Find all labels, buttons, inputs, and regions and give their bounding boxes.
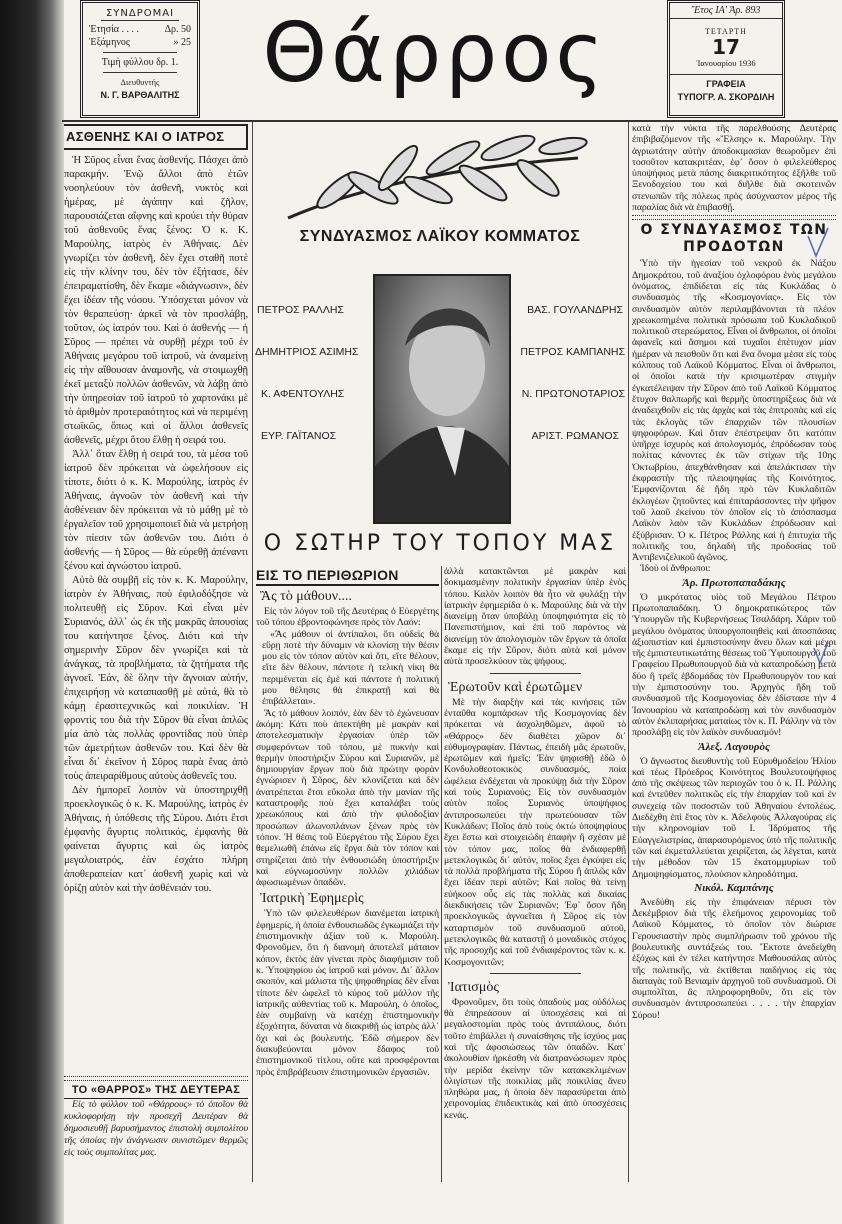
article-paragraph: Ἀλλ᾽ ὅταν ἔλθῃ ἡ σειρά του, τὰ μέσα τοῦ ἰατροῦ δὲν πρόκειται νὰ ὠφελήσουν εἰς τίποτε, διότι ὁ κ. Κ. Μαρούλης, ἰατρὸς ἐν Ἀθήναις, ἀγνοῶν τὸν ἀσθενῆ καὶ τὴν ἀσθένειαν δὲν πρόκειται νὰ τὸ μάθῃ μὲ τὸ ἐργαλεῖον τοῦ χρησιμοποιεῖ διὰ νὰ μετρήσῃ τὸν πίεσιν τῶν ἀσθενῶν του. Διότι ὁ ἀσθενής — ἡ Σῦρος — θὰ εὑρεθῇ ἀπέναντι ξένου καὶ ἀγνώστου ἰατροῦ.	[64, 449, 248, 572]
pen-checkmark-icon	[812, 640, 830, 666]
issue-year-number: Ἔτος ΙΑ' Ἀρ. 893	[670, 3, 782, 19]
article-paragraph: Ἰδοὺ οἱ ἄνθρωποι:	[640, 563, 711, 575]
article-paragraph: Ὑπὸ τῶν φιλελευθέρων διανέμεται ἰατρικὴ ἐφημερίς, ἡ ὁποία ἐνθουσιωδῶς ἐγκωμιάζει τὴν ἐπιστημονικὴν ἀξίαν τοῦ κ. Μαρούλη. Φρονοῦμεν, ὅτι ἡ διανομὴ ἀποτελεῖ μάταιον κόπον, ἐκτὸς ἐὰν γίνεται πρὸς διαφήμισιν τοῦ κ. Ὑποψηφίου ὡς ἰατροῦ καὶ μόνον. Δι᾽ ἄλλον σκοπόν, καὶ μάλιστα τῆς ψηφοθηρίας δὲν εἶναι τίποτε δὲν ὠφελεῖ τὸ κύρος τοῦ μάλλον τῆς ἰατρικῆς αὐθεντίας τοῦ κ. Μαρούλη, ὁ ὁποῖος, ἐὰν συμβαίνῃ νὰ κατέχῃ ἐπιστημονικὴν ἐξοχότητα, δύναται νὰ διακριθῇ ὡς ἰατρὸς ἀλλ᾽ ὄχι καὶ ὡς βουλευτής. Ἐδῶ σήμερον δὲν διακυβεύονται μόνον ἔδαφος τοῦ ἐπιστημονικοῦ τίτλου, οὔτε καὶ προσφέρονται πρὸς ἐπιβράβευσιν ἐπιστημονικῶν ἐργασιῶν.	[256, 908, 439, 1078]
quote-paragraph: «Ἂς μάθουν οἱ ἀντίπαλοι, ὅτι οὐδεὶς θὰ εὕρῃ ποτὲ τὴν δύναμιν νὰ κλονίσῃ τὴν θέσιν μου εἰς τὸν τόπον αὐτὸν καὶ ὅτι, εἴτε θέλουν, εἴτε δὲν θέλουν, πάντοτε ἡ τελικὴ νίκη θὰ περιμένεται εἰς ἐμὲ καὶ πάντοτε ἡ πολιτική μου θέλησις θὰ ἐπικρατῇ καὶ θὰ ἐπιβάλλεται».	[262, 628, 439, 708]
column-divider	[441, 566, 442, 1182]
row-label: Ἐτησία . . . .	[89, 24, 140, 35]
candidate-name: ΔΗΜΗΤΡΙΟΣ ΑΣΙΜΗΣ	[255, 346, 359, 358]
left-article	[64, 124, 248, 1159]
article-paragraph: Ὑπὸ τὴν ἡγεσίαν τοῦ νεκροῦ ἐκ Νάξου Δημοκράτου, τοῦ ἀναξίου ὀχλοφόρου ἑνὸς μεγάλου ὀνόματος, ἐπιδίδεται εἰς τὰς Κυκλάδας ὁ συνδυασμὸς τῆς «Κοσμογονίας». Εἰς τὸν συνδυασμὸν αὐτὸν περιλαμβάνονται τὰ πλέον χρεωκοπημένα πολιτικὰ πρόσωπα τοῦ Κυκλαδικοῦ πολιτικοῦ στερεώματος. Εἶναι οἱ ἄνθρωποι, οἱ ὁποῖοι ἀφανεῖς καὶ ἄσημοι καὶ τυχαῖοι ἐπέτυχον μίαν ἡμέραν νὰ πεισθοῦν ὅτι καὶ ἕνα ὄνομα μέσα εἰς τοὺς κόλπους τοῦ Λαϊκοῦ Κόμματος. Εἶναι οἱ ἄνθρωποι, οἱ ὁποῖοι κατὰ τὴν κρισιμωτέραν στιγμὴν ἐγκατέλειψαν τὴν Σῦρον ἀπὸ τοῦ Λαϊκοῦ Κόμματος ἔτυχον θαλπωρῆς καὶ θερμῆς ὑποστηρίξεως διὰ νὰ ἀναδειχθοῦν εἰς τὰς ἀρχὰς καὶ τὰς ἐπιτροπὰς καὶ εἰς τὰς ἐκλογὰς τῶν ἐπαρχιῶν τῶν πλουσίων ψηφοφόρων. Καὶ ὅταν ἐπέστρεψαν ὅτι κατόπιν ὑπῆρχε ἰσχυρὸς καὶ ἀπολογισμός, ἐπρόδωσαν τοὺς πολίτας κάνοντες ἐκ τῶν στίχων τῆς 10ης Ὀκτωβρίου, ἀπεχθάνθησαν καὶ ἀπελάκτισαν τὴν ἐκφραστὴν τῆς πλειοψηφίας τῆς Κοινότητος. Ἐμφανίζονται δὲ ἤδη πρὸ τῶν Κυκλαδιτῶν ἐκλογέων ζητοῦντες καὶ ἐπιταράσσοντες τὴν ψῆφον τοῦ λαοῦ ἐκείνου τὸν ὁποῖον εἰς τὸ ἀπόσπασμα Λαϊκὸν λαὸν τῶν Κυκλάδων ἐπρόδωσαν καὶ ἐξύβρισαν. Ὁ κ. Πέτρος Ράλλης καὶ ἡ ἐπιτυχία τῆς πολιτικῆς του, δηλαδὴ τῆς προδοσίας τοῦ Ἀντιβενιζελικοῦ ἀγῶνος.	[632, 258, 836, 564]
issue-day: 17	[712, 35, 740, 59]
profile-name: Νικόλ. Καμπάνης	[694, 881, 774, 894]
article-paragraph: Εἰς τὸν λόγον τοῦ τῆς Δευτέρας ὁ Εὐεργέτης τοῦ τόπου ἐβροντοφώνησε πρὸς τὸν Λαόν:	[256, 606, 439, 629]
candidate-name: ΕΥΡ. ΓΑΪΤΑΝΟΣ	[261, 430, 337, 442]
profile-name: Ἀρ. Πρωτοπαπαδάκης	[682, 576, 786, 589]
article-title: Ἂς τὸ μάθουν....	[260, 589, 353, 604]
subscription-box	[80, 0, 200, 118]
profile-name: Ἀλεξ. Λαγουρὸς	[698, 740, 770, 753]
article-title: Ἰατρικὴ Ἐφημερὶς	[260, 891, 364, 907]
candidate-portrait	[373, 274, 511, 524]
candidate-name: Κ. ΑΦΕΝΤΟΥΛΗΣ	[261, 388, 345, 400]
article-paragraph: κατὰ τὴν νύκτα τῆς παρελθούσης Δευτέρας ἐπιβιβαζόμενον τῆς «Ἔλσης» κ. Μαρούλην. Τὴν ἀγριωτάτην αὐτὴν ἀποδοκιμασίαν θεωροῦμεν ἐπὶ τοσοῦτον κατακριτέαν, ἐφ᾽ ὅσον ὁ φιλελεύθερος ὑποψήφιος μετὰ πάσης διακριτικότητος ἐξῆλθε τοῦ Ξενοδοχείου του καὶ διῆλθε διὰ σκοτεινῶν στενωπῶν τῆς πόλεως πρὸς ἀσύχναστον μέρος τῆς παραλίας διὰ νὰ ἐπιβασθῇ.	[632, 123, 836, 214]
director-label: Διευθυντής	[120, 77, 160, 87]
candidate-name: ΒΑΣ. ΓΟΥΛΑΝΔΡΗΣ	[527, 304, 623, 316]
profile-text: Ὁ μικρότατος υἱὸς τοῦ Μεγάλου Πέτρου Πρωτοπαπαδάκη. Ὁ δημοκρατικώτερος τῶν Ὑπουργῶν τῆς Κυβερνήσεως Τσαλδάρη. Χάριν τοῦ μεγάλου ὀνόματος ὑπουργοποιηθεὶς καὶ ἀποσπάσας ἀξιοπιστίαν καὶ ἐμπιστοσύνην ἄνευ ὅλων καὶ μέχρι τῆς ἐμπιστευτικωτάτης θέσεως τοῦ Ὑφυπουργοῦ τοῦ Γραφείου Πρωθυπουργοῦ διὰ νὰ καταπροδώσῃ μετὰ δύο ἢ τρεῖς ἑβδομάδας τὸν Πρωθυπουργὸν του καὶ τὴν ἐμπιστοσύνην του. Ἀρχηγὸς ἤδη τοῦ συνδυασμοῦ τῆς Κοσμογονίας δὲν ἐδίστασε τὴν 4 Ἰανουαρίου νὰ καταπροδώσῃ καὶ τὸν συνδυασμὸν αὐτὸν ἐκλιπαρήσας ματαίως τὸν κ. Π. Ράλλην νὰ τὸν προσλάβῃ εἰς τὸν λαϊκὸν συνδυασμόν!	[632, 591, 836, 739]
article-paragraph: Ἂς τὸ μάθουν λοιπόν, ἐὰν δὲν τὸ ἐχώνευσαν ἀκόμη: Κάτι ποὺ ἀπεκτήθη μὲ μακρὰν καὶ ἀποτελεσματικὴν ἐργασίαν ὑπὲρ τῶν συμφερόντων τοῦ τόπου, μὲ πυκνὴν καὶ θερμὴν ὑποστήριξιν Σύρου καὶ Συριανῶν, μὲ δημιουργίαν ἔργων ποὺ διὰ πρώτην φορὰν ἐγνώρισεν ἡ Σῦρος, δὲν κλονίζεται καὶ δὲν ἀνατρέπεται ἔτσι εὔκολα ἀπὸ τὴν μανίαν τῆς καταστροφῆς ποὺ ἔχει καταλάβει τοὺς χρεωκόπους καὶ ἀπὸ τὴν φιλοδοξίαν προσώπων ἀλωνοπλάνων ξένων πρὸς τὸν τόπον. Ἡ θέσις τοῦ Εὐεργέτου τῆς Σύρου ἔχει θεμελιωθῆ ἐπάνω εἰς ἔργα διὰ τὸν τόπον καὶ στηρίζεται ἀπὸ τὴν ἐνθουσιώδη ὑποστήριξιν καὶ εὐγνωμοσύνην πολλῶν χιλιάδων ἀφωσιωμένων ὀπαδῶν.	[256, 707, 439, 889]
election-advertisement	[253, 124, 627, 564]
article-paragraph: Ἡ Σῦρος εἶναι ἕνας ἀσθενής. Πάσχει ἀπὸ παρακμήν. Ἐνῷ ἄλλοι ἀπὸ ἐτῶν νοσηλεύουν τὸν ἀσθενῆ, νυκτὸς καὶ ἡμέρας, μὲ ἀγάπην καὶ ζῆλον, παρουσιάζεται αἴφνης καὶ κρούει τὴν θύραν τοῦ ἀσθενοῦς ἕνας ξένος: Ὁ κ. Κ. Μαρούλης, ἰατρὸς ἐν Ἀθήναις. Δὲν γνωρίζει τὸν ἀσθενῆ, δὲν ἔχει σταθῆ ποτὲ εἰς τὴν κλίνην του, δὲν τὸν ἐξήτασε, δὲν ἐπειραματίσθη, δὲν ἔκαμε «διάγνωσιν», δὲν ἔχει ἰδέαν τῆς νόσου. Ὑπόσχεται μόνον νὰ τὸν θεραπεύσῃ· ἀρκεῖ νὰ τὸν προσλάβῃ, τοῦτον, ὡς ἰατρόν του. Καὶ ὁ ἀσθενής — ἡ Σῦρος — πρέπει νὰ συρθῇ μέχρι τοῦ ἐν Ἀθήναις μεγάρου τοῦ ἰατροῦ, νὰ ἀναμείνῃ εἰς τὴν αἴθουσαν ἀναμονῆς, νὰ στοιμωχθῇ ἐκεῖ μεταξὺ πολλῶν ἀσθενῶν, νὰ λάβῃ ἀπὸ τὴν ὑπηρεσίαν τοῦ ἰατροῦ τὸ χαρτονάκι μὲ τὸ ἀριθμὸν προτεραιότητος καὶ νὰ περιμένῃ στωϊκῶς, ὅπως καὶ οἱ ἄλλοι ἀσθενεῖς ἀσθενεῖς, μέχρι ὅτου ἔλθῃ ἡ σειρά του.	[64, 155, 248, 446]
article-paragraph: ἀλλὰ κατακτῶνται μὲ μακρὰν καὶ δοκιμασμένην πολιτικὴν ἐργασίαν ὑπὲρ ἑνὸς τόπου. Καλὸν λοιπὸν θὰ ἦτο νὰ φυλάξῃ τὴν ἰατρικὴν ἐφημερίδα ὁ κ. Μαρούλης διὰ νὰ τὴν διανείμῃ ὅταν ὑποβάλῃ ὑποψηφιότητα εἰς τὸ Πανεπιστήμιον, καὶ ἐπὶ τοῦ παρόντος νὰ διανείμῃ τὸν ἀπολογισμὸν τῶν ἔργων τὰ ὁποῖα ἔκαμε εἰς τὴν Σῦρον, διότι αὐτὰ καὶ μόνον αὐτὰ προσελκύουν τὰς ψήφους.	[444, 566, 626, 668]
questions-column	[444, 566, 626, 1121]
olive-branch-icon	[278, 128, 598, 228]
masthead-rule	[62, 120, 838, 122]
ornament-divider	[64, 1076, 248, 1081]
row-label: Ἑξάμηνος	[89, 37, 130, 48]
article-paragraph: Δὲν ἠμπορεῖ λοιπὸν νὰ ὑποστηριχθῇ προεκλογικῶς ὁ κ. Κ. Μαρούλης, ἰατρὸς ἐν Ἀθήναις, ἡ ὑπόθεσις τῆς Σύρου. Διότι ἔτσι ἐμφανὴς ἄγυρτις πολιτικός, ἐμφανὴς θὰ φαίνεται ἄγυρτις καὶ ὡς ἰατρὸς μεγαλοιατρός, ἐὰν ἐσχάτο πλήρη ἀποθεραπείαν κατ᾽ ἀσθενῆ χωρὶς καὶ νὰ ὁρίζῃ αὐτὸν καὶ τὴν ἀσθένειάν του.	[64, 785, 248, 894]
issue-month-year: Ἰανουαρίου 1936	[696, 58, 756, 68]
row-value: » 25	[173, 37, 191, 48]
section-title: ΕΙΣ ΤΟ ΠΕΡΙΘΩΡΙΟΝ	[256, 566, 439, 586]
article-title: ΑΣΘΕΝΗΣ ΚΑΙ Ο ΙΑΤΡΟΣ	[66, 129, 225, 144]
subscription-row	[89, 36, 191, 49]
row-value: Δρ. 50	[164, 24, 191, 35]
director-name: Ν. Γ. ΒΑΡΘΑΛΙΤΗΣ	[100, 90, 180, 100]
offices	[670, 74, 782, 104]
candidate-name: ΠΕΤΡΟΣ ΚΑΜΠΑΝΗΣ	[520, 346, 625, 358]
article-paragraph: Αὐτὸ θὰ συμβῇ εἰς τὸν κ. Κ. Μαρούλην, ἰατρὸν ἐν Ἀθήναις, ποὺ ἐφιλοδόξησε νὰ πολιτευθῇ εἰς Σῦρον. Καὶ εἶναι μὲν Συριανός, ἀλλ᾽ ὡς ἐκ τῆς μακρᾶς ἀπουσίας του κατήντησε ξένος. Διότι καὶ τὴν σημερινὴν Σῦρον δὲν γνωρίζει καὶ τὰ ἀνάγκας, τὰ προβλήματα, τὰ ζητήματα τῆς ἀγνοεῖ. Ἐάν, δὲ ὅλην τὴν ἄγνοιαν αὐτήν, ἐπιχειρήσῃ νὰ καταπιασθῇ μὲ αὐτά, θὰ τὸ κάμῃ ἐρασιτεχνικῶς καὶ ποικιλίαν. Ἡ φροντὶς του διὰ τὴν Σῦρον θὰ εἶναι ἁπλῶς μία ἀπὸ τὰς πολλὰς φροντίδας ποὺ ὑπὲρ τῶν ἀμετρήτων ἀσθενῶν του. Καὶ δὲν θὰ εἶναι δι᾽ ἐκεῖνον ἡ Σῦρος παρὰ ἕνας ἀπὸ τοὺς ἀπειραρίθμους αὐτοὺς ἀσθενεῖς του.	[64, 575, 248, 782]
column-divider	[628, 122, 629, 1182]
issue-price: Τιμὴ φύλλου δρ. 1.	[101, 57, 179, 68]
article-title: Ἐρωτοῦν καὶ ἐρωτῶμεν	[448, 679, 583, 695]
ad-slogan: Ο ΣΩΤΗΡ ΤΟΥ ΤΟΠΟΥ ΜΑΣ	[263, 531, 617, 556]
notice-title: ΤΟ «ΘΑΡΡΟΣ» ΤΗΣ ΔΕΥΤΕΡΑΣ	[64, 1083, 248, 1099]
profile-text: Ὁ ἄγνωστος διευθυντὴς τοῦ Εὐρυθμοδείου Ἠλίου καὶ τέως Πρόεδρος Κοινότητος Βουλευτοψήφιος ἀπὸ τῆς σκέψεως τῶν περιοχῶν του ὁ κ. Π. Ράλλης καὶ ἐντεῦθεν πολιτικῶς εἰς τὴν ἐπαρχίαν τοῦ καὶ ἐν συνεχείᾳ τῶν ποσοστῶν τοῦ Ἀθηναίου ἐντολέως. Διεδέχθη ἐπὶ ἔτος τὸν κ. Ἀδελφοὺς Ἀλλαγούρας εἰς τὴν κληρονομίαν τοῦ Ι. Ἱδρύματος τῆς Εὐαγγελιστρίας, ἀπαρασυρόμενος ὑπὸ τῆς πολιτικῆς τῶν καὶ ἐκμεταλλεύεται χειρίζεται, ὡς λέγεται, κατὰ τὴν μέθοδον τῶν 15 ἑκατομμυρίων τοῦ Δημοψηφίσματος, πλούσιον κληροδότημα.	[632, 755, 836, 880]
subscription-row	[89, 23, 191, 36]
offices-address: ΤΥΠΟΓΡ. Α. ΣΚΟΡΔΙΛΗ	[677, 92, 775, 102]
pen-checkmark-icon	[806, 226, 830, 260]
offices-label: ΓΡΑΦΕΙΑ	[706, 79, 746, 89]
ad-title: ΣΥΝΔΥΑΣΜΟΣ ΛΑΪΚΟΥ ΚΟΜΜΑΤΟΣ	[299, 228, 581, 245]
section-title: Ο ΣΥΝΔΥΑΣΜΟΣ ΤΩΝ ΠΡΟΔΟΤΩΝ	[640, 222, 828, 256]
article-paragraph: Φρονοῦμεν, ὅτι τοὺς ὀπαδοὺς μας οὐδόλως θὰ ἐπηρεάσουν αἱ ὑποσχέσεις καὶ αἱ μεγαλοστομίαι πρὸς τοὺς ἀντιπάλους, διότι τοῦτο ἐπιβάλλει ἡ συναίσθησις τῆς ἰσχύος μας καὶ τῆς ἀφοσιώσεως τῶν ὀπαδῶν. Κατ᾽ ἀκολουθίαν ἠρκέσθη νὰ διατρανώσωμεν πρὸς τὴν μερίδα ἐκείνην τῶν κατακεκλιμένων ὀλιγίστων τῆς ποικιλίας μᾶς ποικιλίας ἄνευ πληθώρα μας, ἡ ὁποία δὲν παρασύρεται ἀπὸ χειρονομίας ἐπιδεικτικὰς καὶ ἀπὸ ὑποσχέσεις κενάς.	[444, 996, 626, 1121]
article-paragraph: Μὲ τὴν διαρξὴν καὶ τὰς κινήσεις τῶν ἐνταῦθα κομπάρσων τῆς Κοσμογονίας δὲν πρόκειται νὰ ἀσχοληθῶμεν, ἀφοῦ τὸ «Θάρρος» δὲν διαθέτει χῶρον δι᾽ εὐθυμογραφίαν. Πάντως, ἐπειδὴ μᾶς ἐρωτοῦν, ἐρωτῶμεν καὶ ἡμεῖς: Ἐὰν ψηφισθῇ ἐδῶ ὁ Κονδυλοθεοτοκικὸς συνδυασμός, ποία ὠφέλεια ἐνδέχεται νὰ προκύψῃ διὰ τὴν Σῦρον καὶ τοὺς Συριανούς; Εἰς τὸν συνδυασμὸν αὐτὸν ποῖος Συριανὸς ὑποψήφιος ἀντιπροσωπεύει τὴν πρωτεύουσαν τῶν Κυκλάδων; Ποῖος ἀπὸ τοὺς ὀκτὼ ὑποψηφίους ἔχει ἔστω καὶ στοιχειώδη ἐπαφὴν ἢ σχέσιν μὲ τὸν τόπον μας, ποῖος θὰ ἐνδιαφερθῇ μετεκλογικῶς δι᾽ αὐτόν, ποῖος ἔχει ἐγκύψει εἰς τὰ πολλὰ προβλήματα τῆς Σύρου ἢ ἁπλῶς κἂν ἔχει ἰδέαν περὶ αὐτῶν; Καὶ ποῖος θὰ τείνῃ εὐήκοον οὖς εἰς τὰς πολλὰς καὶ δικαίας διεκδικήσεις τῶν Συριανῶν; Ἐφ᾽ ὅσον ἤδη προεκλογικῶς ἀγνοεῖται ἡ Σῦρος εἰς τὸν καταρτισμὸν τοῦ συνδυασμοῦ αὐτοῦ, μετεκλογικῶς θὰ καταστῇ ὁ μοναδικὸς στόχος τῆς προσοχῆς καὶ τοῦ ἐνδιαφέροντος τῶν κ. κ. Κοσμογονιτῶν;	[444, 696, 626, 968]
page-binding-shadow	[0, 0, 64, 1224]
issue-weekday: ΤΕΤΑΡΤΗ	[705, 27, 747, 36]
candidate-name: ΠΕΤΡΟΣ ΡΑΛΛΗΣ	[257, 304, 344, 316]
margin-notes-column	[256, 566, 439, 1078]
newspaper-title: Θάρρος	[262, 6, 608, 101]
notice-text: Εἰς τὸ φύλλον τοῦ «Θάρρους» τὸ ὁποῖον θὰ κυκλοφορήσῃ τὴν προσεχῆ Δευτέραν θὰ δημοσιευθῇ βαρυσήμαντος ἐπιστολὴ συμπολίτου τῆς ὁποίας τὴν ἀνάγνωσιν συνιστῶμεν θερμῶς εἰς τοὺς συμπολίτας μας.	[64, 1099, 248, 1158]
profile-text: Ἀνεδύθη εἰς τὴν ἐπιφάνειαν πέρυσι τὸν Δεκέμβριον διὰ τῆς ἐλεήμονος χειρονομίας τοῦ Λαϊκοῦ Κόμματος, τὸ ὁποῖον τὸν διώρισε Γερουσιαστὴν πρὸς συμπλήρωσιν τοῦ χρόνου τῆς βουλευτικῆς συντάξεώς του. Ἔκτοτε ἀνεδείχθη ἐξόχως καὶ ἐν τέλει κατήντησε Μαθουσάλας αὐτὸς τῆς πολιτικῆς, νὰ ἐκτίθεται παιδήνιος εἰς τὰς διαταγὰς τοῦ Βενιαμὶν ἀρχηγοῦ τοῦ συνδυασμοῦ. Οἱ συμπολῖται, ἂς πληροφορηθοῦν, ὅτι εἰς τὸν συνδυασμὸν ἀντιπροσωπεύει . . . . τὴν ἐπαρχίαν Σύρου!	[632, 896, 836, 1021]
article-title: Ἰατισμὸς	[448, 979, 499, 995]
portrait-silhouette-icon	[375, 276, 509, 522]
subscription-heading: ΣΥΝΔΡΟΜΑΙ	[101, 7, 179, 21]
issue-box	[667, 0, 785, 118]
candidate-name: ΑΡΙΣΤ. ΡΩΜΑΝΟΣ	[531, 430, 619, 442]
ornament-divider	[632, 215, 836, 220]
candidate-name: Ν. ΠΡΩΤΟΝΟΤΑΡΙΟΣ	[521, 388, 625, 400]
